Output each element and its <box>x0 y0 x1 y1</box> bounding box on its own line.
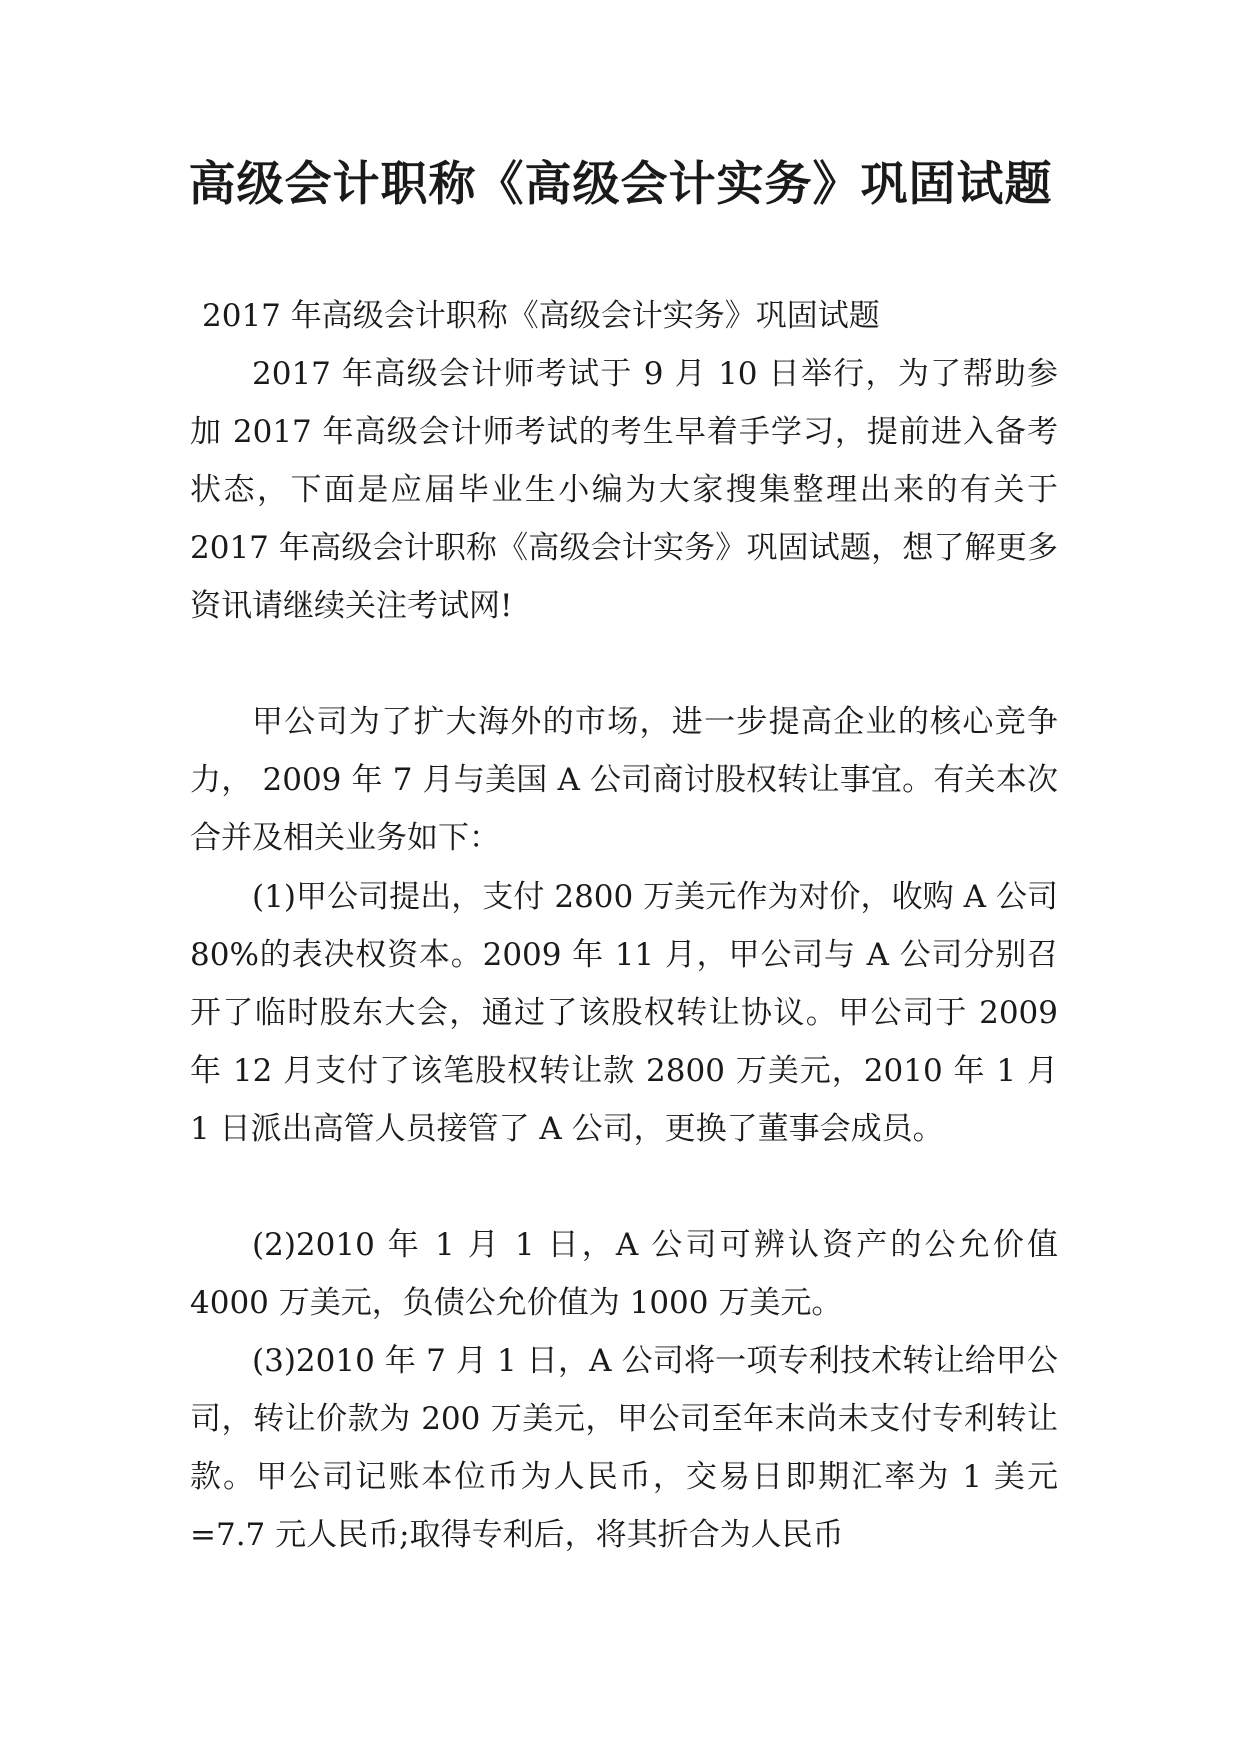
item-1-paragraph: (1)甲公司提出，支付 2800 万美元作为对价，收购 A 公司 80%的表决权资本。2009 年 11 月，甲公司与 A 公司分别召开了临时股东大会，通过了该股权转让协议。甲公司于 2009 年 12 月支付了该笔股权转让款 2800 万美元，2010 年 1 月 1 日派出高管人员接管了 A 公司，更换了董事会成员。 <box>190 879 1058 1147</box>
document-title: 高级会计职称《高级会计实务》巩固试题 <box>188 157 1053 212</box>
item-3-paragraph: (3)2010 年 7 月 1 日，A 公司将一项专利技术转让给甲公司，转让价款为 200 万美元，甲公司至年末尚未支付专利转让款。甲公司记账本位币为人民币，交易日即期汇率为 1 美元=7.7 元人民币;取得专利后，将其折合为人民币 <box>190 1343 1058 1553</box>
case-paragraph: 甲公司为了扩大海外的市场，进一步提高企业的核心竞争力， 2009 年 7 月与美国 A 公司商讨股权转让事宜。有关本次合并及相关业务如下： <box>190 704 1058 856</box>
intro-paragraph: 2017 年高级会计师考试于 9 月 10 日举行，为了帮助参加 2017 年高级会计师考试的考生早着手学习，提前进入备考状态，下面是应届毕业生小编为大家搜集整理出来的有关于 2017 年高级会计职称《高级会计实务》巩固试题，想了解更多资讯请继续关注考试网! <box>190 356 1058 624</box>
item-2-paragraph: (2)2010 年 1 月 1 日，A 公司可辨认资产的公允价值 4000 万美元，负债公允价值为 1000 万美元。 <box>190 1227 1058 1321</box>
document-subtitle: 2017 年高级会计职称《高级会计实务》巩固试题 <box>202 298 880 334</box>
